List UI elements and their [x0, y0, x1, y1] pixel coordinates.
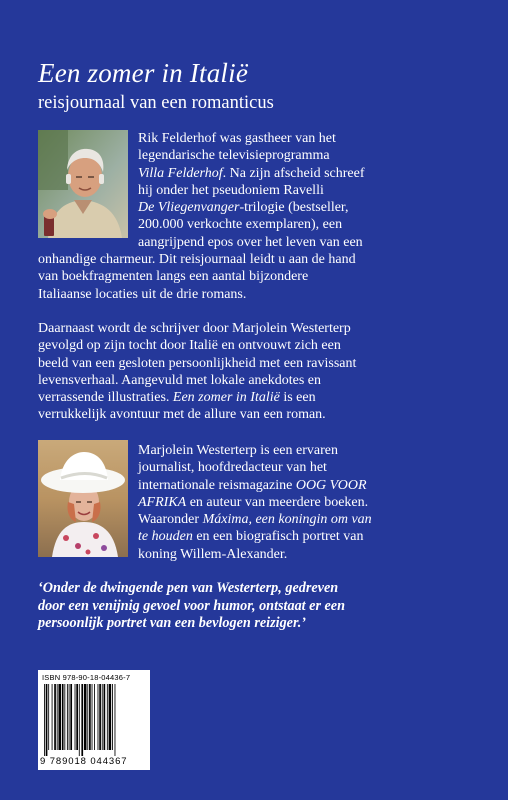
barcode-bar — [52, 684, 53, 750]
bio-line: Villa Felderhof. Na zijn afscheid schreef — [138, 165, 365, 181]
barcode-bar — [89, 684, 91, 750]
barcode-bar — [70, 684, 72, 750]
barcode-bar — [107, 684, 108, 750]
bio-line: journalist, hoofdredacteur van het — [138, 460, 327, 476]
barcode-bars-icon — [42, 684, 146, 756]
bio-line: te houden en een biografisch portret van — [138, 529, 364, 545]
barcode-bar — [92, 684, 93, 750]
bio-line: Waaronder Máxima, een koningin om van — [138, 512, 372, 528]
barcode-bar — [81, 684, 83, 756]
bio-line: 200.000 verkochte exemplaren), een — [138, 217, 343, 233]
barcode-bar — [98, 684, 99, 750]
description-line: Daarnaast wordt de schrijver door Marjolein Westerterp — [38, 321, 351, 336]
barcode-bar — [87, 684, 88, 750]
description-line: beeld van een gesloten persoonlijkheid met een ravissant — [38, 355, 357, 371]
bio-line: aangrijpend epos over het leven van een — [138, 234, 363, 250]
bio-line: legendarische televisieprogramma — [138, 148, 330, 164]
book-title: Een zomer in Italië — [38, 58, 249, 88]
barcode-bar — [46, 684, 48, 756]
barcode-bar — [62, 684, 64, 750]
barcode-bar — [102, 684, 103, 750]
book-title-maxima: te houden — [138, 529, 193, 545]
quote-line: ‘Onder de dwingende pen van Westerterp, gedreven — [38, 580, 339, 596]
tv-show-title: Villa Felderhof — [138, 165, 223, 181]
barcode-bar — [58, 684, 61, 750]
quote-line: persoonlijk portret van een bevlogen reiziger.’ — [38, 615, 306, 631]
barcode-bar — [104, 684, 106, 750]
isbn-label: ISBN 978-90-18-04436-7 — [42, 673, 131, 682]
ean-digits: 9 789018 044367 — [40, 756, 128, 767]
barcode-bar — [48, 684, 49, 750]
bio-line: De Vliegenvanger-trilogie (bestseller, — [138, 200, 349, 216]
book-subtitle: reisjournaal van een romanticus — [38, 93, 274, 113]
barcode-bar — [99, 684, 101, 750]
bio-line: Rik Felderhof was gastheer van het — [138, 131, 336, 146]
quote-line: door een venijnig gevoel voor humor, ontstaat er een — [38, 597, 345, 614]
bio-line: Italiaanse locaties uit de drie romans. — [38, 286, 247, 302]
barcode-bar — [112, 684, 113, 750]
book-title-inline: Een zomer in Italië — [172, 390, 280, 406]
barcode-bar — [57, 684, 58, 750]
barcode-bar — [75, 684, 76, 750]
barcode-bar — [54, 684, 56, 750]
barcode-bar — [115, 684, 116, 756]
bio-line: hij onder het pseudoniem Ravelli — [138, 182, 324, 198]
barcode-bar — [69, 684, 70, 750]
barcode-bar — [84, 684, 87, 750]
description-line: verrassende illustraties. Een zomer in Italië is een — [38, 390, 316, 406]
bio-line: Marjolein Westerterp is een ervaren — [138, 443, 338, 458]
book-title-maxima: Máxima, een koningin om van — [202, 512, 372, 528]
description-line: verrukkelijk avontuur met de allure van een roman. — [38, 407, 326, 423]
barcode-bar — [94, 684, 95, 750]
barcode-bar — [64, 684, 65, 750]
bio-line: internationale reismagazine OOG VOOR — [138, 477, 367, 493]
barcode-bar — [79, 684, 80, 756]
trilogy-title: De Vliegenvanger — [138, 200, 240, 216]
barcode-bar — [109, 684, 112, 750]
coauthor-bio-westerterp — [38, 442, 478, 563]
review-quote — [38, 580, 488, 633]
bio-line: koning Willem-Alexander. — [138, 546, 288, 562]
bio-line: AFRIKA en auteur van meerdere boeken. — [138, 494, 369, 510]
isbn-barcode — [38, 670, 150, 770]
magazine-title: AFRIKA — [138, 494, 187, 510]
barcode-bar — [44, 684, 45, 756]
description-line: levensverhaal. Aangevuld met lokale anekdotes en — [38, 372, 322, 388]
book-description — [38, 320, 478, 424]
description-line: gevolgd op zijn tocht door Italië en ontvouwt zich een — [38, 338, 341, 354]
magazine-title: OOG VOOR — [295, 477, 367, 493]
bio-line: onhandige charmeur. Dit reisjournaal leidt u aan de hand — [38, 252, 356, 268]
author-bio-felderhof — [38, 130, 478, 303]
bio-line: van boekfragmenten langs een aantal bijzondere — [38, 269, 309, 285]
barcode-bar — [67, 684, 68, 750]
barcode-bar — [76, 684, 78, 750]
